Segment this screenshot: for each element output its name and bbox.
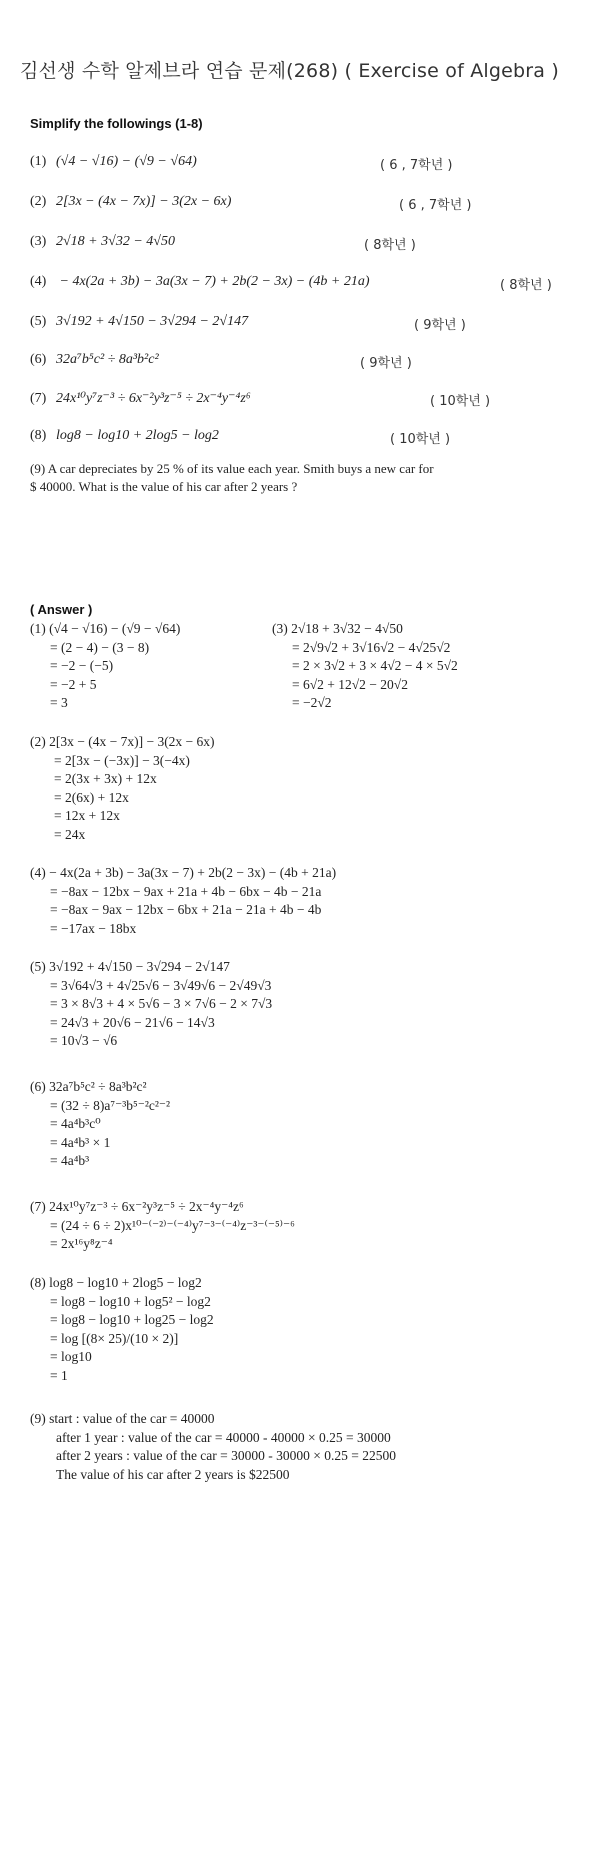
problem-expression: − 4x(2a + 3b) − 3a(3x − 7) + 2b(2 − 3x) − (4b + 21a) [56, 274, 370, 289]
instruction-heading: Simplify the followings (1-8) [30, 116, 203, 131]
grade-label: ( 6 , 7학년 ) [399, 198, 472, 213]
problem-2: (2) 2[3x − (4x − 7x)] − 3(2x − 6x) [30, 194, 232, 209]
problem-4: (4) − 4x(2a + 3b) − 3a(3x − 7) + 2b(2 − 3x) − (4b + 21a) [30, 274, 370, 289]
answer-6: (6) 32a⁷b⁵c² ÷ 8a³b²c² = (32 ÷ 8)a⁷⁻³b⁵⁻²c²⁻² = 4a⁴b³c⁰ = 4a⁴b³ × 1 = 4a⁴b³ [30, 1079, 171, 1168]
problem-expression: 32a⁷b⁵c² ÷ 8a³b²c² [56, 352, 159, 367]
grade-label: ( 9학년 ) [360, 356, 412, 371]
grade-label: ( 9학년 ) [414, 318, 466, 333]
problem-expression: 2[3x − (4x − 7x)] − 3(2x − 6x) [56, 194, 232, 209]
grade-label: ( 8학년 ) [364, 238, 416, 253]
answer-1: (1) (√4 − √16) − (√9 − √64) = (2 − 4) − (3 − 8) = −2 − (−5) = −2 + 5 = 3 [30, 621, 181, 710]
problem-7: (7) 24x¹⁰y⁷z⁻³ ÷ 6x⁻²y³z⁻⁵ ÷ 2x⁻⁴y⁻⁴z⁶ [30, 391, 251, 406]
grade-label: ( 10학년 ) [430, 394, 491, 409]
problem-8: (8) log8 − log10 + 2log5 − log2 [30, 428, 219, 443]
answer-heading: ( Answer ) [30, 602, 93, 617]
answer-8: (8) log8 − log10 + 2log5 − log2 = log8 − log10 + log5² − log2 = log8 − log10 + log25 − log2 = log [(8× 25)/(10 × 2)] = log10 = 1 [30, 1275, 214, 1383]
answer-4: (4) − 4x(2a + 3b) − 3a(3x − 7) + 2b(2 − 3x) − (4b + 21a) = −8ax − 12bx − 9ax + 21a + 4b − 6bx − 4b − 21a = −8ax − 9ax − 12bx − 6bx + 21a − 21a + 4b − 4b = −17ax − 18bx [30, 865, 337, 936]
problem-3: (3) 2√18 + 3√32 − 4√50 [30, 234, 175, 249]
problem-expression: 3√192 + 4√150 − 3√294 − 2√147 [56, 314, 249, 329]
answer-7: (7) 24x¹⁰y⁷z⁻³ ÷ 6x⁻²y³z⁻⁵ ÷ 2x⁻⁴y⁻⁴z⁶ = (24 ÷ 6 ÷ 2)x¹⁰⁻⁽⁻²⁾⁻⁽⁻⁴⁾y⁷⁻³⁻⁽⁻⁴⁾z⁻³⁻⁽⁻⁵⁾⁻⁶ = 2x¹⁶y⁸z⁻⁴ [30, 1199, 295, 1251]
problem-6: (6) 32a⁷b⁵c² ÷ 8a³b²c² [30, 352, 159, 367]
answer-5: (5) 3√192 + 4√150 − 3√294 − 2√147 = 3√64√3 + 4√25√6 − 3√49√6 − 2√49√3 = 3 × 8√3 + 4 × 5√6 − 3 × 7√6 − 2 × 7√3 = 24√3 + 20√6 − 21√6 − 14√3 = 10√3 − √6 [30, 959, 273, 1048]
problem-expression: 2√18 + 3√32 − 4√50 [56, 234, 175, 249]
page-title: 김선생 수학 알제브라 연습 문제(268) ( Exercise of Algebra ) [20, 60, 559, 82]
grade-label: ( 8학년 ) [500, 278, 552, 293]
answer-3: (3) 2√18 + 3√32 − 4√50 = 2√9√2 + 3√16√2 − 4√25√2 = 2 × 3√2 + 3 × 4√2 − 4 × 5√2 = 6√2 + 12√2 − 20√2 = −2√2 [272, 621, 458, 710]
problem-5: (5) 3√192 + 4√150 − 3√294 − 2√147 [30, 314, 249, 329]
problem-expression: 24x¹⁰y⁷z⁻³ ÷ 6x⁻²y³z⁻⁵ ÷ 2x⁻⁴y⁻⁴z⁶ [56, 391, 251, 406]
answer-9: (9) start : value of the car = 40000 after 1 year : value of the car = 40000 - 40000 × 0.25 = 30000 after 2 years : value of the car = 30000 - 30000 × 0.25 = 22500 The value of his car after 2 years is $22500 [30, 1411, 396, 1482]
problem-expression: (√4 − √16) − (√9 − √64) [56, 154, 197, 169]
answer-2: (2) 2[3x − (4x − 7x)] − 3(2x − 6x) = 2[3x − (−3x)] − 3(−4x) = 2(3x + 3x) + 12x = 2(6x) + 12x = 12x + 12x = 24x [30, 734, 215, 842]
grade-label: ( 6 , 7학년 ) [380, 158, 453, 173]
problem-1: (1) (√4 − √16) − (√9 − √64) [30, 154, 197, 169]
problem-9: (9) A car depreciates by 25 % of its value each year. Smith buys a new car for $ 40000. What is the value of his car after 2 years ? [30, 461, 434, 494]
grade-label: ( 10학년 ) [390, 432, 451, 447]
problem-expression: log8 − log10 + 2log5 − log2 [56, 428, 219, 443]
